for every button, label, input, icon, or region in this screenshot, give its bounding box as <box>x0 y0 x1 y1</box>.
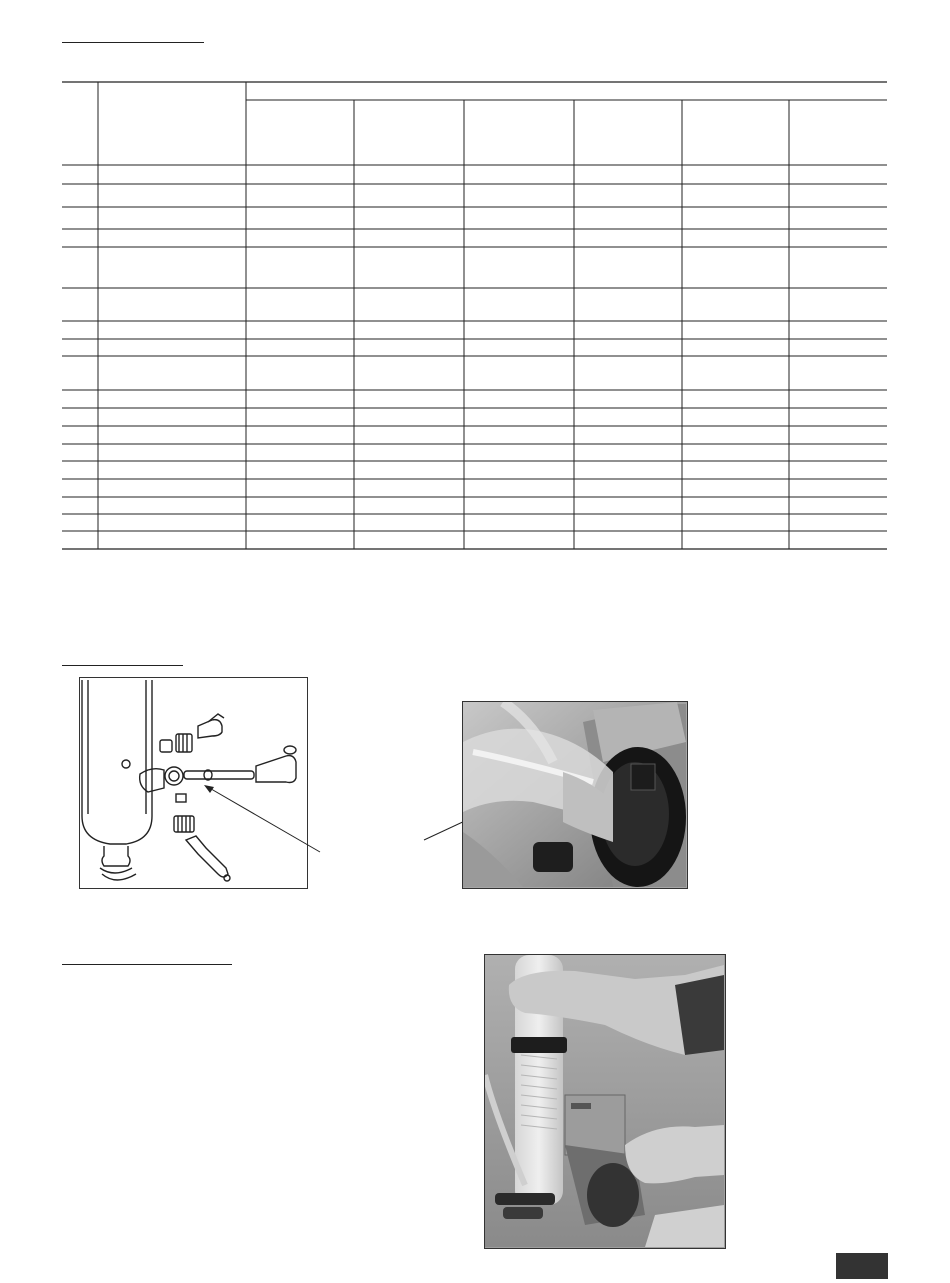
condenser-mounting-photo-icon <box>485 955 724 1247</box>
section-heading-underline-3 <box>62 964 232 965</box>
figure-condenser-mounting-photo <box>484 954 726 1249</box>
figure-adapter-diagram <box>79 677 308 889</box>
table-grid <box>0 0 950 560</box>
section-heading-underline-2 <box>62 665 183 666</box>
page-number-tab <box>836 1253 888 1279</box>
specification-table <box>0 0 950 560</box>
figure-vapor-duct-photo <box>462 701 688 889</box>
rotary-evaporator-adapter-drawing-icon <box>80 678 306 887</box>
vapor-duct-drive-photo-icon <box>463 702 686 887</box>
